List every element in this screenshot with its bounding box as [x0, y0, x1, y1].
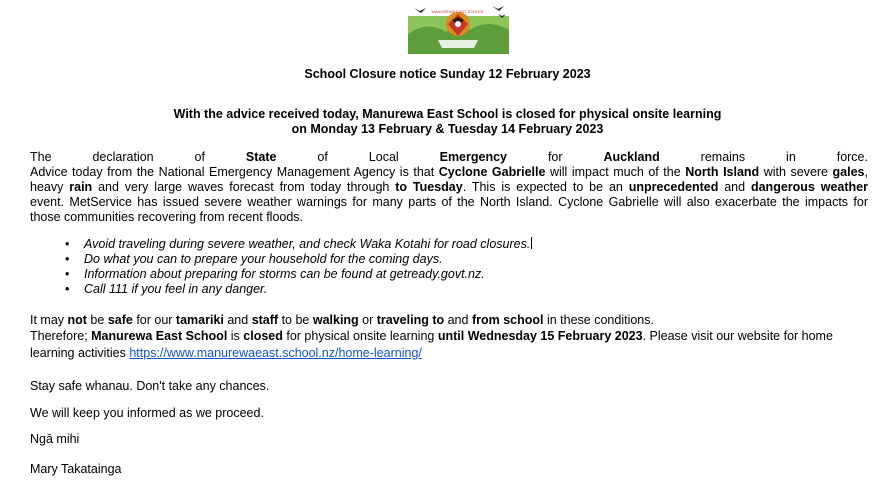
list-item: • Information about preparing for storms can be found at getready.govt.nz.	[30, 267, 532, 282]
advisory-line-1: The declaration of State of Local Emergency for Auckland remains in force.	[30, 150, 868, 164]
list-item: • Do what you can to prepare your household for the coming days.	[30, 252, 532, 267]
school-logo	[408, 0, 509, 54]
signature-name: Mary Takatainga	[30, 462, 122, 476]
advisory-paragraph	[30, 150, 868, 225]
safety-paragraph: It may not be safe for our tamariki and staff to be walking or traveling to and from school in these conditions.	[30, 313, 654, 327]
subtitle-line-2: on Monday 13 February & Tuesday 14 February 2023	[291, 122, 604, 136]
list-item: • Avoid traveling during severe weather, and check Waka Kotahi for road closures.	[30, 237, 532, 252]
advisory-line-4: event. MetService has issued severe weather warnings for many parts of the North Island. Cyclone Gabrielle will also exacerbate the impacts for	[30, 195, 868, 209]
advisory-line-2: Advice today from the National Emergency Management Agency is that Cyclone Gabrielle will impact much of the North Island with severe gales,	[30, 165, 868, 179]
home-learning-link[interactable]: https://www.manurewaeast.school.nz/home-learning/	[129, 346, 422, 360]
advisory-line-3: heavy rain and very large waves forecast from today through to Tuesday. This is expected to be an unprecedented and dangerous weather	[30, 180, 868, 194]
safety-bullet-list	[30, 237, 532, 297]
closure-subtitle	[0, 107, 895, 137]
keep-informed-text: We will keep you informed as we proceed.	[30, 406, 264, 420]
page-title: School Closure notice Sunday 12 February 2023	[304, 67, 591, 81]
logo-banner-text: MANUREWA EAST SCHOOL	[431, 9, 485, 14]
list-item: • Call 111 if you feel in any danger.	[30, 282, 532, 297]
stay-safe-text: Stay safe whanau. Don't take any chances.	[30, 379, 270, 393]
closure-paragraph: Therefore; Manurewa East School is closed for physical onsite learning until Wednesday 15 February 2023. Please visit our website for home learning activities https://www.manurewaeast.school.nz/home-learning/	[30, 329, 833, 360]
closing-greeting: Ngā mihi	[30, 432, 80, 446]
text-cursor	[531, 237, 532, 249]
subtitle-line-1: With the advice received today, Manurewa East School is closed for physical onsite learning	[173, 107, 722, 121]
advisory-line-5: those communities recovering from recent floods.	[30, 210, 304, 224]
